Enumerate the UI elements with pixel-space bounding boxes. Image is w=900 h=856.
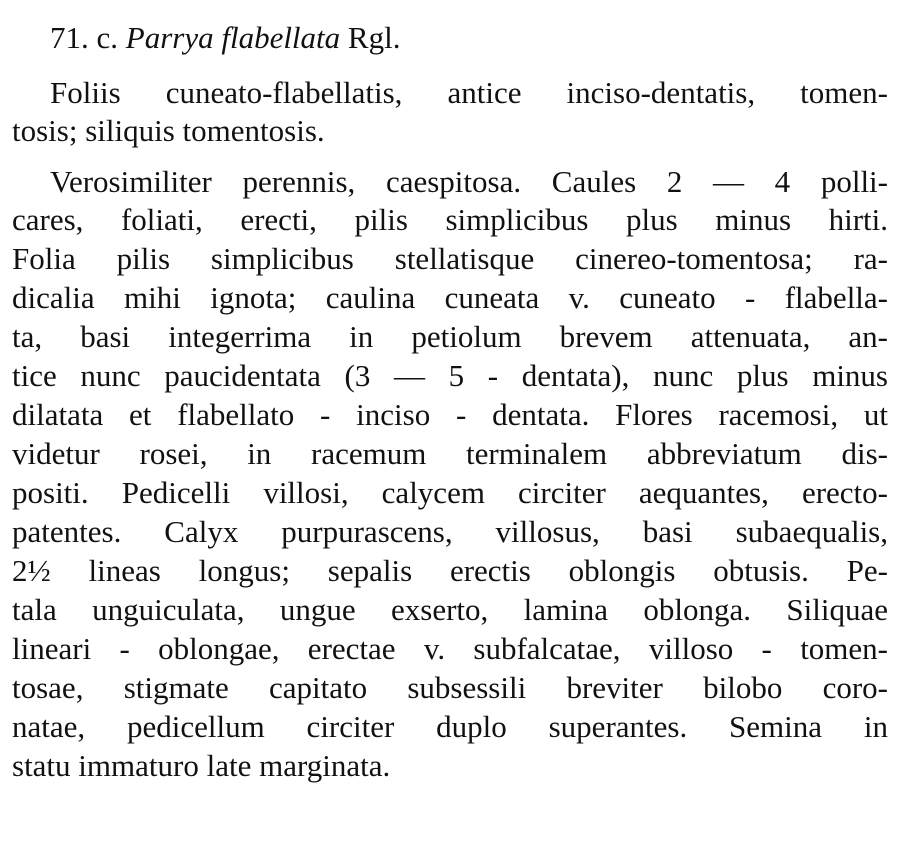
- description-line: cares, foliati, erecti, pilis simplicibus plus minus hirti.: [12, 202, 888, 237]
- description-line: tice nunc paucidentata (3 — 5 - dentata), nunc plus minus: [12, 358, 888, 393]
- description-line: dilatata et flabellato - inciso - dentata. Flores racemosi, ut: [12, 397, 888, 432]
- species-heading: [50, 20, 400, 56]
- description-line: videtur rosei, in racemum terminalem abbreviatum dis-: [12, 436, 888, 471]
- description-line: ta, basi integerrima in petiolum brevem attenuata, an-: [12, 319, 888, 354]
- diagnosis-line: tosis; siliquis tomentosis.: [12, 113, 325, 148]
- description-line: lineari - oblongae, erectae v. subfalcatae, villoso - tomen-: [12, 631, 888, 666]
- diagnosis-line: Foliis cuneato-flabellatis, antice inciso-dentatis, tomen-: [50, 75, 888, 110]
- description-line: patentes. Calyx purpurascens, villosus, basi subaequalis,: [12, 514, 888, 549]
- description-line: tosae, stigmate capitato subsessili breviter bilobo coro-: [12, 670, 888, 705]
- description-line: Verosimiliter perennis, caespitosa. Caules 2 — 4 polli-: [50, 164, 888, 199]
- description-line: dicalia mihi ignota; caulina cuneata v. cuneato - flabella-: [12, 280, 888, 315]
- description-line: natae, pedicellum circiter duplo superantes. Semina in: [12, 709, 888, 744]
- description-line: Folia pilis simplicibus stellatisque cinereo-tomentosa; ra-: [12, 241, 888, 276]
- species-author: Rgl.: [347, 20, 401, 55]
- description-line: tala unguiculata, ungue exserto, lamina oblonga. Siliquae: [12, 592, 888, 627]
- species-name: Parrya flabellata: [125, 20, 341, 55]
- description-line: 2½ lineas longus; sepalis erectis oblongis obtusis. Pe-: [12, 553, 888, 588]
- description-line: positi. Pedicelli villosi, calycem circiter aequantes, erecto-: [12, 475, 888, 510]
- description-line: statu immaturo late marginata.: [12, 748, 391, 783]
- species-number: 71. c.: [50, 20, 119, 55]
